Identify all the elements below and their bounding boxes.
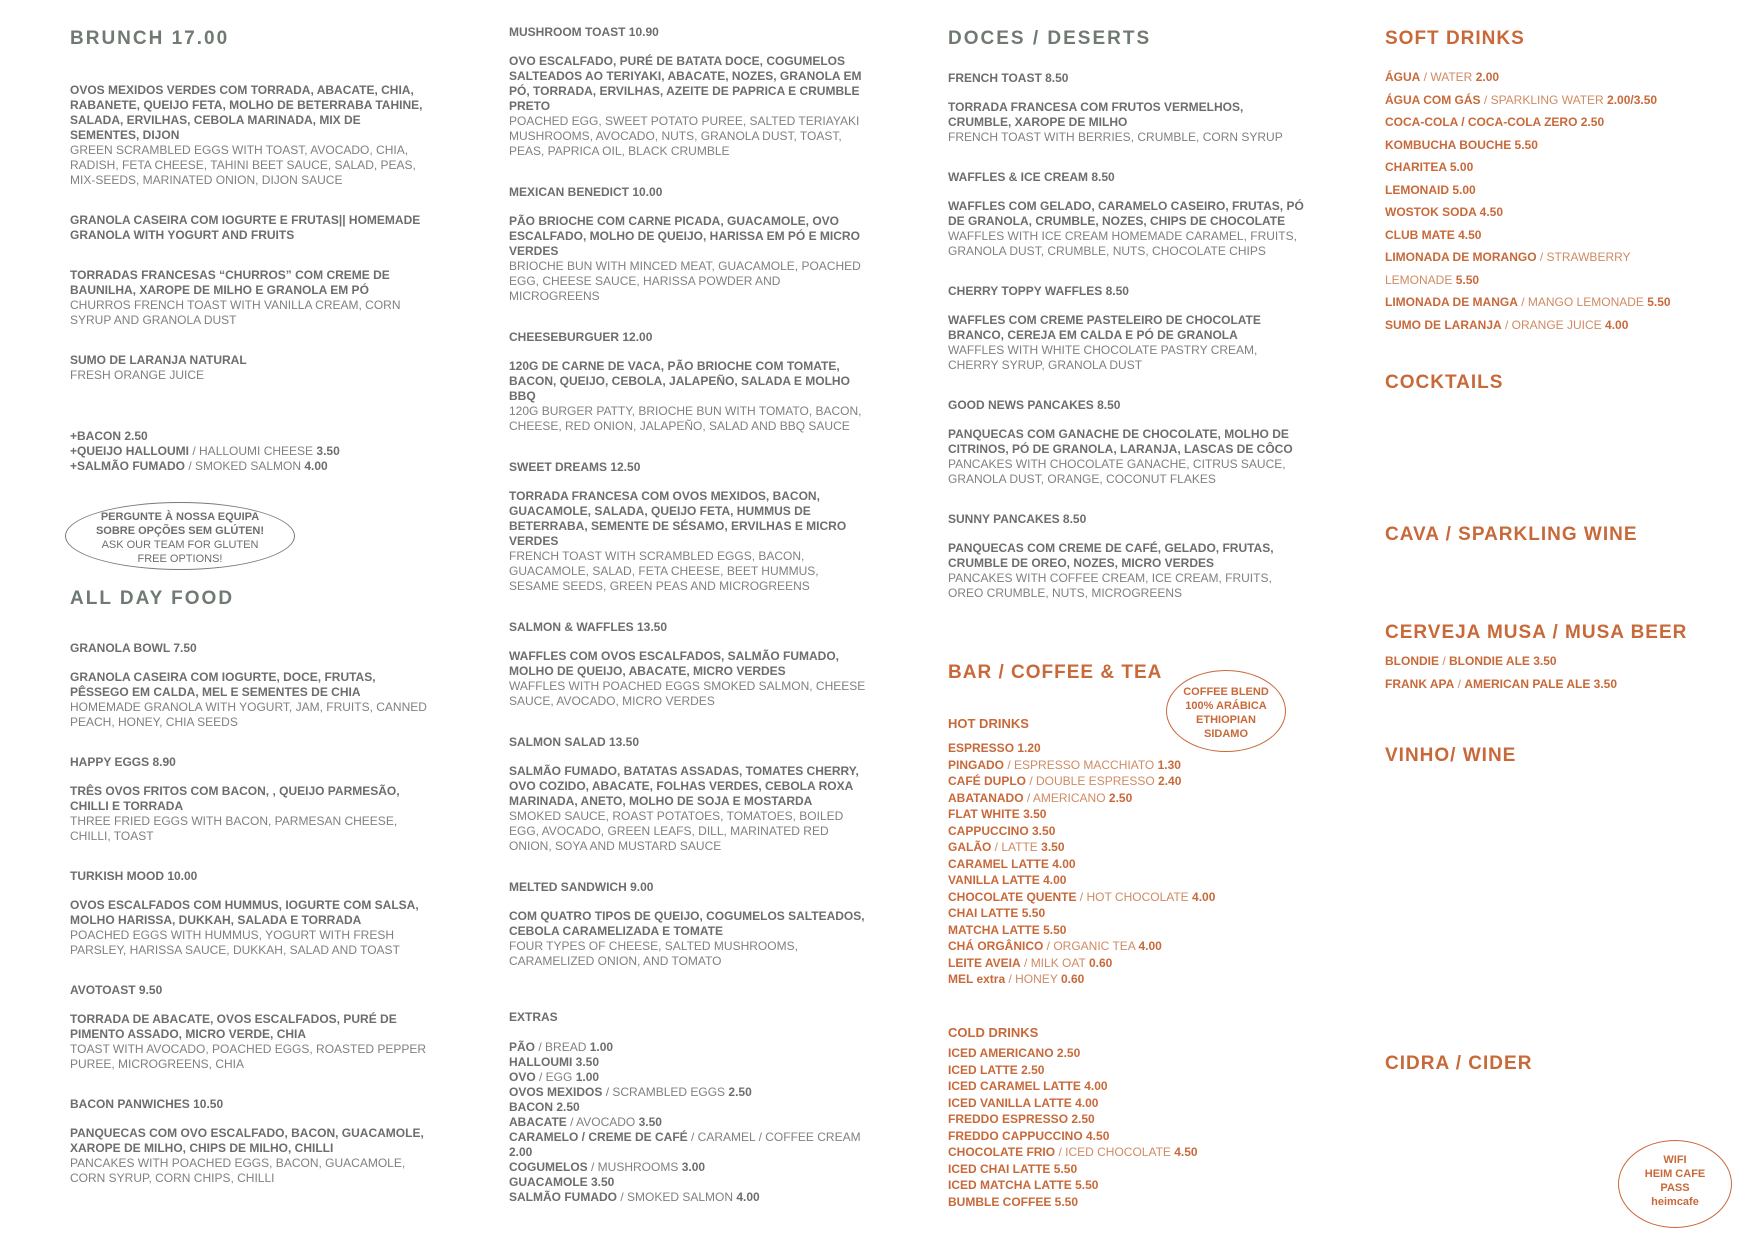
price-line (1385, 201, 1685, 224)
menu-item-title: CHEESEBURGUER 12.00 (509, 330, 653, 344)
price-line (948, 1194, 1308, 1211)
brunch-addons (70, 429, 430, 474)
price-line (1385, 179, 1685, 202)
menu-item-title: CHERRY TOPPY WAFFLES 8.50 (948, 284, 1129, 298)
menu-item-description-pt: OVOS ESCALFADOS COM HUMMUS, IOGURTE COM SALSA, MOLHO HARISSA, DUKKAH, SALADA E TORRADA (70, 898, 419, 927)
menu-item (70, 1097, 430, 1186)
gluten-note-en: ASK OUR TEAM FOR GLUTEN FREE OPTIONS! (101, 539, 259, 565)
item-name: CHOCOLATE QUENTE (948, 889, 1077, 904)
wifi-line2: HEIM CAFE (1644, 1168, 1706, 1180)
price-line (948, 1177, 1308, 1194)
menu-item (509, 735, 869, 854)
price-line (1385, 673, 1685, 696)
item-name: ICED CARAMEL LATTE 4.00 (948, 1079, 1108, 1093)
menu-item-description-pt: TORRADAS FRANCESAS “CHURROS” COM CREME DE BAUNILHA, XAROPE DE MILHO E GRANOLA EM PÓ (70, 268, 390, 297)
item-name: BUMBLE COFFEE 5.50 (948, 1194, 1079, 1209)
price-line (948, 1062, 1308, 1079)
price-line (948, 872, 1308, 889)
price-line (70, 429, 430, 444)
price-line (70, 459, 430, 474)
item-price: 4.00 (1605, 317, 1629, 332)
price-line (509, 1040, 869, 1055)
item-price: 0.60 (1088, 955, 1113, 970)
menu-item (509, 620, 869, 709)
item-name: CLUB MATE 4.50 (1385, 227, 1482, 242)
menu-item (70, 641, 430, 730)
item-price: 3.50 (638, 1115, 662, 1129)
item-price: 2.00 (1475, 70, 1500, 84)
menu-item-description-pt: WAFFLES COM GELADO, CARAMELO CASEIRO, FRUTAS, PÓ DE GRANOLA, CRUMBLE, NOZES, CHIPS DE CHOCOLATE (948, 199, 1304, 228)
wine-heading: VINHO/ WINE (1385, 745, 1517, 766)
deserts-heading: DOCES / DESERTS (948, 28, 1152, 49)
price-line (948, 839, 1308, 856)
item-name: CHÁ ORGÂNICO (948, 939, 1044, 953)
price-line (1385, 246, 1685, 291)
menu-item-description-pt: PANQUECAS COM GANACHE DE CHOCOLATE, MOLHO DE CITRINOS, PÓ DE GRANOLA, LARANJA, LASCAS DE CÔCO (948, 427, 1293, 456)
wifi-badge (1618, 1140, 1732, 1228)
cold-drinks (948, 1025, 1308, 1210)
price-line (948, 1161, 1308, 1178)
item-name: ICED CHAI LATTE 5.50 (948, 1161, 1078, 1176)
item-name: FRANK APA (1385, 676, 1455, 691)
item-name: LIMONADA DE MORANGO (1385, 250, 1537, 264)
price-line (1385, 291, 1685, 314)
menu-item-description-pt: GRANOLA CASEIRA COM IOGURTE E FRUTAS|| HOMEMADE GRANOLA WITH YOGURT AND FRUITS (70, 213, 421, 242)
item-price: 4.50 (1174, 1145, 1198, 1159)
wifi-line1: WIFI (1663, 1154, 1687, 1166)
all-day-items (70, 641, 430, 1211)
item-name: ABACATE (509, 1115, 567, 1129)
menu-item-description-pt: TORRADA FRANCESA COM FRUTOS VERMELHOS, CRUMBLE, XAROPE DE MILHO (948, 100, 1244, 129)
menu-item-description-en: POACHED EGGS WITH HUMMUS, YOGURT WITH FRESH PARSLEY, HARISSA SAUCE, DUKKAH, SALAD AND TOAST (70, 928, 400, 957)
menu-item-description-pt: PANQUECAS COM CREME DE CAFÉ, GELADO, FRUTAS, CRUMBLE DE OREO, NOZES, MICRO VERDES (948, 541, 1274, 570)
item-name: FLAT WHITE 3.50 (948, 807, 1047, 821)
price-line (1385, 134, 1685, 157)
menu-item-title: FRENCH TOAST 8.50 (948, 71, 1069, 85)
menu-item-description-pt: PÃO BRIOCHE COM CARNE PICADA, GUACAMOLE, OVO ESCALFADO, MOLHO DE QUEIJO, HARISSA EM PÓ E MICRO VERDES (509, 214, 860, 258)
item-name: ABATANADO (948, 790, 1024, 805)
price-line (509, 1115, 869, 1130)
item-name-en: / (1454, 676, 1465, 691)
menu-item-description-en: TOAST WITH AVOCADO, POACHED EGGS, ROASTED PEPPER PUREE, MICROGREENS, CHIA (70, 1042, 427, 1071)
gluten-free-note (65, 502, 295, 570)
item-price: 1.00 (589, 1040, 614, 1054)
item-name: +SALMÃO FUMADO (70, 459, 185, 473)
price-line (948, 773, 1308, 790)
menu-item-title: TURKISH MOOD 10.00 (70, 869, 198, 883)
price-line (1385, 224, 1685, 247)
item-name-en: / ORANGE JUICE (1501, 317, 1606, 332)
soft-drinks-heading: SOFT DRINKS (1385, 28, 1525, 49)
price-line (948, 922, 1308, 939)
price-line (70, 444, 430, 459)
item-name: LEITE AVEIA (948, 955, 1021, 970)
menu-item (948, 398, 1308, 487)
menu-item-description-en: GREEN SCRAMBLED EGGS WITH TOAST, AVOCADO, CHIA, RADISH, FETA CHEESE, TAHINI BEET SAUCE, SALAD, PEAS, MIX-SEEDS, MARINATED ONION, DIJON SAUCE (70, 143, 416, 187)
col2-items (509, 25, 869, 995)
beer-list (1385, 650, 1685, 695)
hot-drinks (948, 716, 1308, 988)
menu-item-description-pt: OVOS MEXIDOS VERDES COM TORRADA, ABACATE, CHIA, RABANETE, QUEIJO FETA, MOLHO DE BETERRABA TAHINE, SALADA, ERVILHAS, CEBOLA MARINADA, MIX DE SEMENTES, DIJON (70, 83, 423, 142)
menu-item (509, 330, 869, 434)
item-name: FREDDO ESPRESSO 2.50 (948, 1112, 1095, 1126)
item-name: PINGADO (948, 757, 1005, 772)
price-line (509, 1085, 869, 1100)
all-day-heading: ALL DAY FOOD (70, 588, 235, 609)
item-name: SUMO DE LARANJA (1385, 317, 1502, 332)
menu-item-description-pt: COM QUATRO TIPOS DE QUEIJO, COGUMELOS SALTEADOS, CEBOLA CARAMELIZADA E TOMATE (509, 909, 865, 938)
menu-item-description-en: FRESH ORANGE JUICE (70, 368, 205, 382)
item-name-en: / LATTE (991, 840, 1042, 854)
item-name: COGUMELOS (509, 1160, 588, 1174)
menu-item-title: AVOTOAST 9.50 (70, 983, 163, 997)
item-name: CARAMELO / CREME DE CAFÉ (509, 1130, 688, 1144)
menu-item-title: GOOD NEWS PANCAKES 8.50 (948, 398, 1121, 412)
extras-title: EXTRAS (509, 1010, 558, 1024)
menu-item-title: SWEET DREAMS 12.50 (509, 460, 641, 474)
menu-item-description-pt: WAFFLES COM OVOS ESCALFADOS, SALMÃO FUMADO, MOLHO DE QUEIJO, ABACATE, MICRO VERDES (509, 649, 839, 678)
menu-item-description-en: CHURROS FRENCH TOAST WITH VANILLA CREAM, CORN SYRUP AND GRANOLA DUST (70, 298, 401, 327)
price-line (948, 740, 1308, 757)
price-line (948, 823, 1308, 840)
menu-item-description-en: THREE FRIED EGGS WITH BACON, PARMESAN CHEESE, CHILLI, TOAST (70, 814, 398, 843)
price-line (948, 1144, 1308, 1161)
item-name: +BACON 2.50 (70, 429, 148, 443)
wifi-password: heimcafe (1651, 1196, 1699, 1208)
menu-item-description-en: HOMEMADE GRANOLA WITH YOGURT, JAM, FRUITS, CANNED PEACH, HONEY, CHIA SEEDS (70, 700, 427, 729)
menu-item-title: SUNNY PANCAKES 8.50 (948, 512, 1087, 526)
item-name: LEMONAID 5.00 (1385, 182, 1476, 197)
menu-item-title: WAFFLES & ICE CREAM 8.50 (948, 170, 1115, 184)
menu-item-description-en: 120G BURGER PATTY, BRIOCHE BUN WITH TOMATO, BACON, CHEESE, RED ONION, JALAPEÑO, SALAD AND BBQ SAUCE (509, 404, 862, 433)
item-name-en: / HALLOUMI CHEESE (189, 444, 317, 458)
soft-drinks-list (1385, 66, 1685, 336)
menu-item (70, 983, 430, 1072)
menu-item (509, 460, 869, 594)
item-price: AMERICAN PALE ALE 3.50 (1464, 676, 1618, 691)
item-name: FREDDO CAPPUCCINO 4.50 (948, 1128, 1110, 1143)
item-price: 2.50 (728, 1085, 752, 1099)
item-name-en: / SPARKLING WATER (1480, 92, 1608, 107)
item-price: 1.30 (1157, 757, 1181, 772)
item-name: GALÃO (948, 840, 992, 854)
menu-item-description-en: WAFFLES WITH ICE CREAM HOMEMADE CARAMEL, FRUITS, GRANOLA DUST, CRUMBLE, NUTS, CHOCOLATE CHIPS (948, 229, 1297, 258)
item-name-en: / ESPRESSO MACCHIATO (1004, 757, 1158, 772)
hot-drinks-title: HOT DRINKS (948, 716, 1029, 731)
menu-item-description-pt: TRÊS OVOS FRITOS COM BACON, , QUEIJO PARMESÃO, CHILLI E TORRADA (70, 784, 400, 813)
menu-item-description-pt: TORRADA DE ABACATE, OVOS ESCALFADOS, PURÉ DE PIMENTO ASSADO, MICRO VERDE, CHIA (70, 1012, 397, 1041)
menu-item (70, 755, 430, 844)
menu-item (948, 284, 1308, 373)
menu-item (948, 71, 1308, 145)
item-price: 2.50 (1108, 790, 1133, 805)
brunch-heading: BRUNCH 17.00 (70, 28, 230, 49)
price-line (509, 1100, 869, 1115)
beer-heading: CERVEJA MUSA / MUSA BEER (1385, 622, 1688, 643)
bar-heading: BAR / COFFEE & TEA (948, 662, 1163, 683)
menu-item-description-en: PANCAKES WITH CHOCOLATE GANACHE, CITRUS SAUCE, GRANOLA DUST, ORANGE, COCONUT FLAKES (948, 457, 1286, 486)
menu-item (509, 880, 869, 969)
coffee-blend-text: COFFEE BLEND 100% ARÁBICA ETHIOPIAN SIDAMO (1183, 686, 1269, 740)
extras-section (509, 1010, 869, 1205)
price-line (509, 1175, 869, 1190)
menu-item-description-en: PANCAKES WITH COFFEE CREAM, ICE CREAM, FRUITS, OREO CRUMBLE, NUTS, MICROGREENS (948, 571, 1272, 600)
menu-item-title: SALMON SALAD 13.50 (509, 735, 640, 749)
item-name-en: / MUSHROOMS (587, 1160, 682, 1174)
item-name: GUACAMOLE 3.50 (509, 1175, 615, 1189)
price-line (1385, 314, 1685, 337)
item-name: VANILLA LATTE 4.00 (948, 873, 1067, 887)
item-price: 0.60 (1060, 972, 1085, 986)
item-name-en: / DOUBLE ESPRESSO (1026, 774, 1159, 788)
item-name-en: / STRAWBERRY LEMONADE (1385, 250, 1631, 287)
item-price: 4.00 (1192, 889, 1216, 904)
price-line (948, 757, 1308, 774)
menu-item-title: MELTED SANDWICH 9.00 (509, 880, 654, 894)
item-name-en: / AMERICANO (1023, 790, 1109, 805)
item-name: MATCHA LATTE 5.50 (948, 922, 1067, 937)
price-line (948, 1111, 1308, 1128)
item-name: COCA-COLA / COCA-COLA ZERO 2.50 (1385, 115, 1605, 129)
menu-item-title: MEXICAN BENEDICT 10.00 (509, 185, 663, 199)
item-name-en: / HOT CHOCOLATE (1076, 889, 1193, 904)
item-price: 4.00 (736, 1190, 760, 1204)
item-name: CHAI LATTE 5.50 (948, 906, 1046, 920)
item-name-en: / SMOKED SALMON (185, 459, 305, 473)
item-name: ICED MATCHA LATTE 5.50 (948, 1178, 1099, 1192)
brunch-items (70, 83, 430, 408)
item-name: BACON 2.50 (509, 1100, 580, 1114)
item-name-en: / (1439, 654, 1450, 668)
price-line (1385, 156, 1685, 179)
item-price: 4.00 (1138, 939, 1162, 953)
menu-item (948, 512, 1308, 601)
desert-items (948, 71, 1308, 626)
item-price: 3.00 (681, 1160, 706, 1174)
menu-item-description-en: BRIOCHE BUN WITH MINCED MEAT, GUACAMOLE, POACHED EGG, CHEESE SAUCE, HARISSA POWDER AND MICROGREENS (509, 259, 861, 303)
item-price: 5.50 (1647, 295, 1671, 309)
item-name: MEL extra (948, 972, 1006, 986)
item-price: BLONDIE ALE 3.50 (1449, 654, 1557, 668)
item-name: ÁGUA (1385, 70, 1421, 84)
item-name-en: / MANGO LEMONADE (1517, 295, 1648, 309)
menu-item (509, 185, 869, 304)
menu-item-description-pt: TORRADA FRANCESA COM OVOS MEXIDOS, BACON, GUACAMOLE, SALADA, QUEIJO FETA, HUMMUS DE BETERRABA, SEMENTE DE SÉSAMO, ERVILHAS E MICRO VERDES (509, 489, 847, 548)
menu-item (70, 268, 430, 328)
item-name: BLONDIE (1385, 654, 1439, 668)
menu-item-description-en: FRENCH TOAST WITH BERRIES, CRUMBLE, CORN SYRUP (948, 130, 1283, 144)
menu-item-title: MUSHROOM TOAST 10.90 (509, 25, 659, 39)
gluten-note-pt: PERGUNTE À NOSSA EQUIPA SOBRE OPÇÕES SEM GLÚTEN! (95, 511, 265, 537)
menu-item-description-en: POACHED EGG, SWEET POTATO PUREE, SALTED TERIAYAKI MUSHROOMS, AVOCADO, NUTS, GRANOLA DUST, TOAST, PEAS, PAPRICA OIL, BLACK CRUMBLE (509, 114, 860, 158)
price-line (948, 1045, 1308, 1062)
menu-item-description-pt: 120G DE CARNE DE VACA, PÃO BRIOCHE COM TOMATE, BACON, QUEIJO, CEBOLA, JALAPEÑO, SALADA E MOLHO BBQ (509, 359, 850, 403)
price-line (509, 1160, 869, 1175)
menu-item-description-en: PANCAKES WITH POACHED EGGS, BACON, GUACAMOLE, CORN SYRUP, CORN CHIPS, CHILLI (70, 1156, 406, 1185)
menu-item (70, 353, 430, 383)
price-line (948, 790, 1308, 807)
item-name: ICED AMERICANO 2.50 (948, 1046, 1081, 1060)
item-name: +QUEIJO HALLOUMI (70, 444, 190, 458)
item-name: WOSTOK SODA 4.50 (1385, 205, 1504, 219)
price-line (948, 1095, 1308, 1112)
price-line (948, 938, 1308, 955)
item-name: CARAMEL LATTE 4.00 (948, 856, 1076, 871)
item-name: ICED LATTE 2.50 (948, 1062, 1045, 1077)
item-name-en: / ICED CHOCOLATE (1055, 1145, 1175, 1159)
item-price: 3.50 (316, 444, 340, 458)
menu-item-description-en: WAFFLES WITH POACHED EGGS SMOKED SALMON, CHEESE SAUCE, AVOCADO, MICRO VERDES (509, 679, 866, 708)
item-name-en: / SMOKED SALMON (617, 1190, 737, 1204)
item-name-en: / HONEY (1005, 972, 1061, 986)
cava-heading: CAVA / SPARKLING WINE (1385, 524, 1638, 545)
item-name: HALLOUMI 3.50 (509, 1055, 600, 1069)
item-name: CAFÉ DUPLO (948, 774, 1026, 788)
item-price: 1.00 (575, 1070, 600, 1084)
cocktails-heading: COCKTAILS (1385, 372, 1504, 393)
cider-heading: CIDRA / CIDER (1385, 1053, 1533, 1074)
item-name: OVOS MEXIDOS (509, 1085, 603, 1099)
price-line (948, 1128, 1308, 1145)
item-name: SALMÃO FUMADO (509, 1190, 617, 1204)
item-price: 5.50 (1455, 272, 1480, 287)
item-price: 2.00/3.50 (1607, 92, 1658, 107)
price-line (509, 1190, 869, 1205)
menu-item-title: SALMON & WAFFLES 13.50 (509, 620, 668, 634)
menu-item-title: BACON PANWICHES 10.50 (70, 1097, 224, 1111)
item-name: PÃO (509, 1040, 536, 1054)
menu-item (70, 83, 430, 188)
menu-item-description-pt: GRANOLA CASEIRA COM IOGURTE, DOCE, FRUTAS, PÊSSEGO EM CALDA, MEL E SEMENTES DE CHIA (70, 670, 376, 699)
menu-item-title: GRANOLA BOWL 7.50 (70, 641, 197, 655)
menu-item-description-pt: SALMÃO FUMADO, BATATAS ASSADAS, TOMATES CHERRY, OVO COZIDO, ABACATE, FOLHAS VERDES, CEBOLA ROXA MARINADA, ANETO, MOLHO DE SOJA E MOSTARDA (509, 764, 859, 808)
item-name: KOMBUCHA BOUCHE 5.50 (1385, 137, 1538, 152)
price-line (509, 1055, 869, 1070)
price-line (948, 955, 1308, 972)
item-name: LIMONADA DE MANGA (1385, 295, 1518, 309)
price-line (948, 889, 1308, 906)
cold-drinks-title: COLD DRINKS (948, 1025, 1039, 1040)
menu-item-description-pt: SUMO DE LARANJA NATURAL (70, 353, 247, 367)
menu-item (70, 213, 430, 243)
price-line (948, 806, 1308, 823)
item-name: CHOCOLATE FRIO (948, 1145, 1056, 1159)
menu-item-description-pt: PANQUECAS COM OVO ESCALFADO, BACON, GUACAMOLE, XAROPE DE MILHO, CHIPS DE MILHO, CHILLI (70, 1126, 424, 1155)
item-name: OVO (509, 1070, 536, 1084)
item-name-en: / EGG (535, 1070, 576, 1084)
price-line (948, 1078, 1308, 1095)
menu-item (509, 25, 869, 159)
item-name: CHARITEA 5.00 (1385, 160, 1474, 174)
price-line (1385, 89, 1685, 112)
menu-item-description-en: FRENCH TOAST WITH SCRAMBLED EGGS, BACON, GUACAMOLE, SALAD, FETA CHEESE, BEET HUMMUS, SESAME SEEDS, GREEN PEAS AND MICROGREENS (509, 549, 819, 593)
menu-item-title: HAPPY EGGS 8.90 (70, 755, 176, 769)
item-name-en: / ORGANIC TEA (1043, 939, 1139, 953)
item-name-en: / MILK OAT (1020, 955, 1089, 970)
item-price: 2.00 (509, 1145, 533, 1159)
item-name-en: / SCRAMBLED EGGS (602, 1085, 729, 1099)
menu-item-description-pt: WAFFLES COM CREME PASTELEIRO DE CHOCOLATE BRANCO, CEREJA EM CALDA E PÓ DE GRANOLA (948, 313, 1261, 342)
price-line (509, 1070, 869, 1085)
price-line (948, 971, 1308, 988)
price-line (509, 1130, 869, 1160)
menu-item-description-pt: OVO ESCALFADO, PURÉ DE BATATA DOCE, COGUMELOS SALTEADOS AO TERIYAKI, ABACATE, NOZES, GRANOLA EM PÓ, TORRADA, ERVILHAS, AZEITE DE PAPRICA E CRUMBLE PRETO (509, 54, 862, 113)
menu-item (948, 170, 1308, 259)
menu-item (70, 869, 430, 958)
item-name-en: / WATER (1420, 70, 1476, 84)
item-name: ICED VANILLA LATTE 4.00 (948, 1095, 1099, 1110)
menu-item-description-en: SMOKED SAUCE, ROAST POTATOES, TOMATOES, BOILED EGG, AVOCADO, GREEN LEAFS, DILL, MARINATED RED ONION, SOYA AND MUSTARD SAUCE (509, 809, 844, 853)
item-name: ÁGUA COM GÁS (1385, 92, 1481, 107)
item-name-en: / BREAD (535, 1040, 590, 1054)
item-name: ESPRESSO 1.20 (948, 741, 1041, 755)
price-line (1385, 66, 1685, 89)
item-price: 3.50 (1041, 840, 1065, 854)
item-name: CAPPUCCINO 3.50 (948, 823, 1056, 838)
price-line (1385, 650, 1685, 673)
menu-item-description-en: FOUR TYPES OF CHEESE, SALTED MUSHROOMS, CARAMELIZED ONION, AND TOMATO (509, 939, 798, 968)
item-price: 2.40 (1158, 774, 1182, 788)
item-price: 4.00 (304, 459, 328, 473)
item-name-en: / AVOCADO (566, 1115, 639, 1129)
menu-item-description-en: WAFFLES WITH WHITE CHOCOLATE PASTRY CREAM, CHERRY SYRUP, GRANOLA DUST (948, 343, 1258, 372)
wifi-line3: PASS (1660, 1182, 1690, 1194)
price-line (948, 856, 1308, 873)
price-line (948, 905, 1308, 922)
item-name-en: / CARAMEL / COFFEE CREAM (687, 1130, 861, 1144)
price-line (1385, 111, 1685, 134)
